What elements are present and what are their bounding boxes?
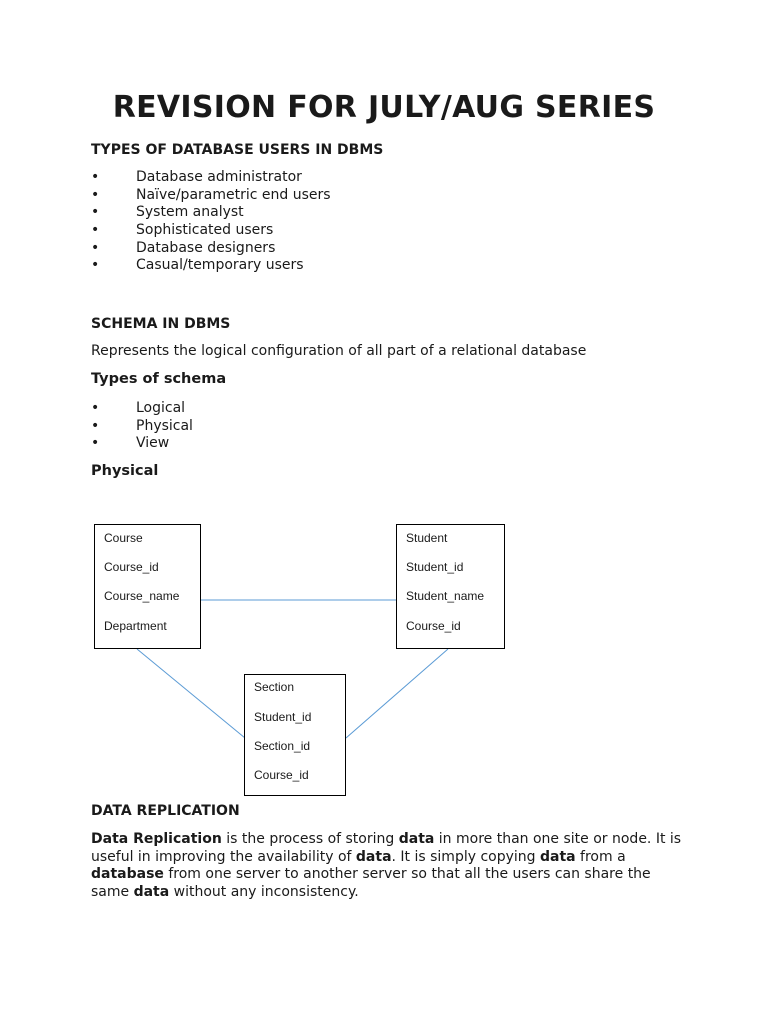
student-section-line bbox=[346, 649, 448, 738]
table-field: Student_id bbox=[406, 560, 464, 574]
list-item: • Logical bbox=[91, 400, 186, 416]
bold-text-run: data bbox=[133, 883, 170, 900]
replication-paragraph bbox=[91, 831, 691, 901]
schema-definition: Represents the logical configuration of all part of a relational database bbox=[91, 343, 587, 359]
list-item: • Physical bbox=[91, 417, 193, 434]
bold-text-run: Data Replication bbox=[91, 831, 222, 847]
table-field: Student bbox=[406, 531, 448, 545]
table-field: Course_id bbox=[406, 619, 461, 633]
text-run: from one server to another server so that all the users can share the same bbox=[91, 866, 651, 900]
list-item: • View bbox=[91, 435, 170, 452]
replication-heading: DATA REPLICATION bbox=[91, 803, 240, 819]
schema-types-heading: Types of schema bbox=[91, 371, 227, 387]
table-field: Student_name bbox=[406, 589, 485, 603]
bold-text-run: data bbox=[398, 831, 435, 847]
table-field: Course_id bbox=[254, 768, 309, 782]
list-item: • Database designers bbox=[91, 239, 276, 256]
table-field: Course_name bbox=[104, 589, 180, 603]
list-item: • System analyst bbox=[91, 204, 244, 221]
course-table-box bbox=[94, 524, 201, 649]
bold-text-run: data bbox=[540, 848, 576, 865]
table-field: Section_id bbox=[254, 739, 311, 753]
list-item: • Naïve/parametric end users bbox=[91, 186, 331, 203]
physical-heading: Physical bbox=[91, 463, 159, 479]
text-run: is the process of storing bbox=[221, 831, 399, 847]
student-table-box bbox=[396, 524, 505, 649]
table-field: Course bbox=[104, 531, 143, 545]
table-field: Department bbox=[104, 619, 167, 633]
text-run: . It is simply copying bbox=[391, 848, 540, 865]
text-run: in more than one site or node. It is useful in improving the availability of bbox=[91, 831, 682, 865]
schema-heading: SCHEMA IN DBMS bbox=[91, 316, 231, 332]
course-section-line bbox=[137, 649, 245, 738]
bold-text-run: database bbox=[91, 866, 164, 883]
page-title: REVISION FOR JULY/AUG SERIES bbox=[112, 90, 656, 125]
section-table-box bbox=[244, 674, 346, 796]
list-item: • Database administrator bbox=[91, 169, 302, 185]
list-item: • Sophisticated users bbox=[91, 222, 274, 239]
table-field: Section bbox=[254, 680, 295, 694]
table-field: Student_id bbox=[254, 710, 312, 724]
text-run: from a bbox=[575, 848, 626, 865]
text-run: without any inconsistency. bbox=[169, 883, 359, 900]
list-item: • Casual/temporary users bbox=[91, 257, 304, 274]
users-heading: TYPES OF DATABASE USERS IN DBMS bbox=[91, 142, 384, 158]
bold-text-run: data bbox=[355, 848, 392, 865]
table-field: Course_id bbox=[104, 560, 159, 574]
